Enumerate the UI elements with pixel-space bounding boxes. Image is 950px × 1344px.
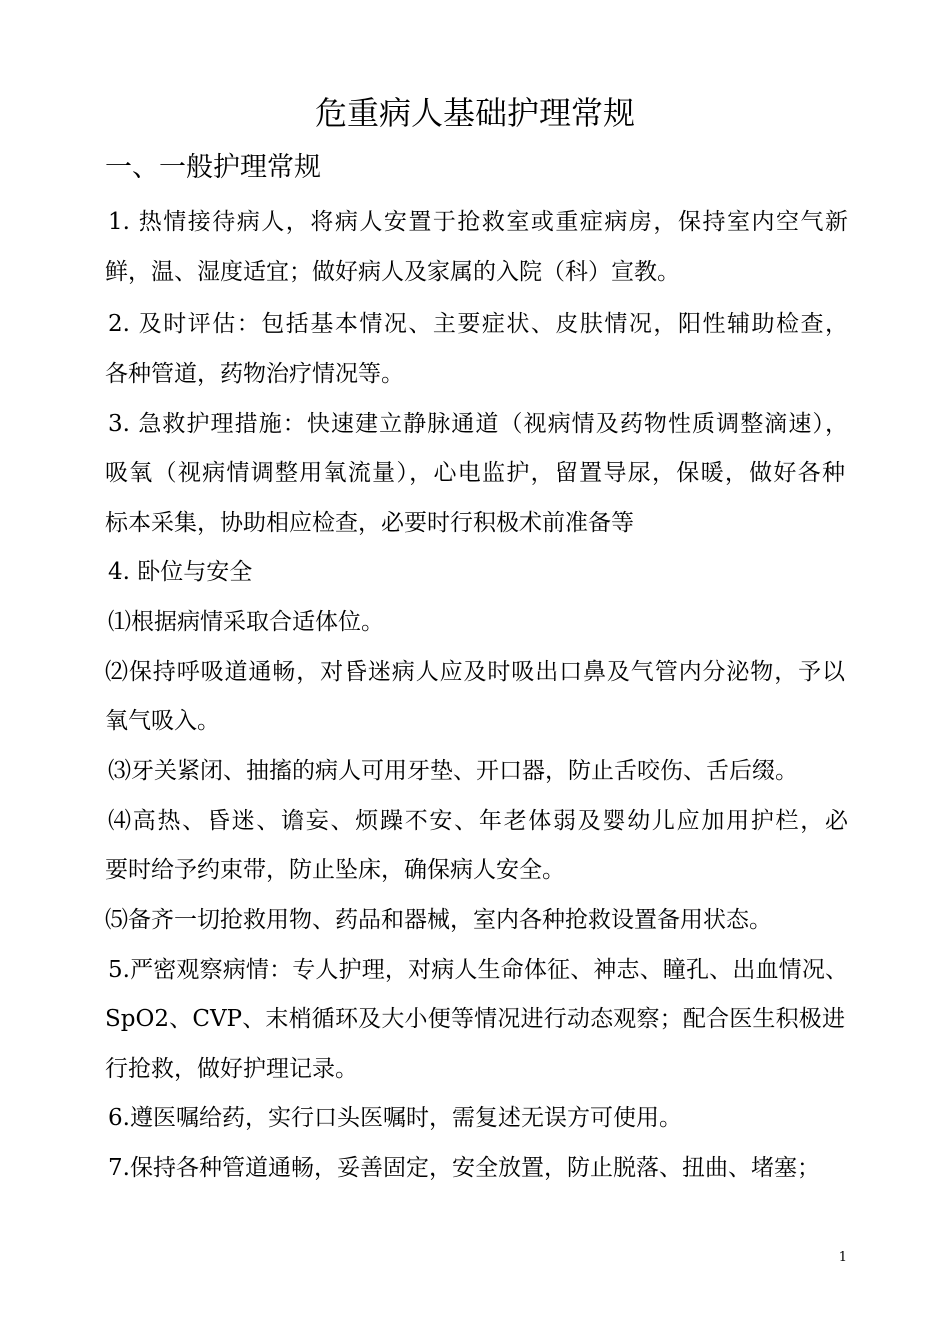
- body-line: ⑴根据病情采取合适体位。: [108, 609, 384, 635]
- body-line: 4. 卧位与安全: [108, 559, 253, 585]
- document-title: 危重病人基础护理常规: [314, 94, 635, 132]
- body-line: 7.保持各种管道通畅，妥善固定，安全放置，防止脱落、扭曲、堵塞；: [108, 1155, 820, 1181]
- body-line: ⑵保持呼吸道通畅，对昏迷病人应及时吸出口鼻及气管内分泌物，予以: [105, 659, 845, 685]
- body-line: 5.严密观察病情：专人护理，对病人生命体征、神志、瞳孔、出血情况、: [108, 957, 848, 983]
- body-line: 2. 及时评估：包括基本情况、主要症状、皮肤情况，阳性辅助检查，: [108, 311, 848, 337]
- page-number: 1: [838, 1250, 847, 1265]
- body-line: ⑷高热、昏迷、谵妄、烦躁不安、年老体弱及婴幼儿应加用护栏，必: [108, 808, 848, 834]
- body-line: 标本采集，协助相应检查，必要时行积极术前准备等: [105, 510, 634, 536]
- body-line: 鲜，温、湿度适宜；做好病人及家属的入院（科）宣教。: [105, 259, 680, 285]
- section-heading: 一、一般护理常规: [105, 152, 321, 183]
- body-line: 3. 急救护理措施：快速建立静脉通道（视病情及药物性质调整滴速），: [108, 411, 848, 437]
- body-line: 行抢救，做好护理记录。: [105, 1056, 358, 1082]
- body-line: ⑶牙关紧闭、抽搐的病人可用牙垫、开口器，防止舌咬伤、舌后缀。: [108, 758, 798, 784]
- body-line: 要时给予约束带，防止坠床，确保病人安全。: [105, 857, 565, 883]
- body-line: 6.遵医嘱给药，实行口头医嘱时，需复述无误方可使用。: [108, 1105, 682, 1131]
- body-line: 各种管道，药物治疗情况等。: [105, 361, 404, 387]
- body-line: 1. 热情接待病人，将病人安置于抢救室或重症病房，保持室内空气新: [108, 209, 848, 235]
- body-line: 氧气吸入。: [105, 708, 220, 734]
- body-line: 吸氧（视病情调整用氧流量），心电监护，留置导尿，保暖，做好各种: [105, 460, 845, 486]
- body-line: SpO2、CVP、末梢循环及大小便等情况进行动态观察；配合医生积极进: [105, 1006, 845, 1032]
- body-line: ⑸备齐一切抢救用物、药品和器械，室内各种抢救设置备用状态。: [105, 907, 772, 933]
